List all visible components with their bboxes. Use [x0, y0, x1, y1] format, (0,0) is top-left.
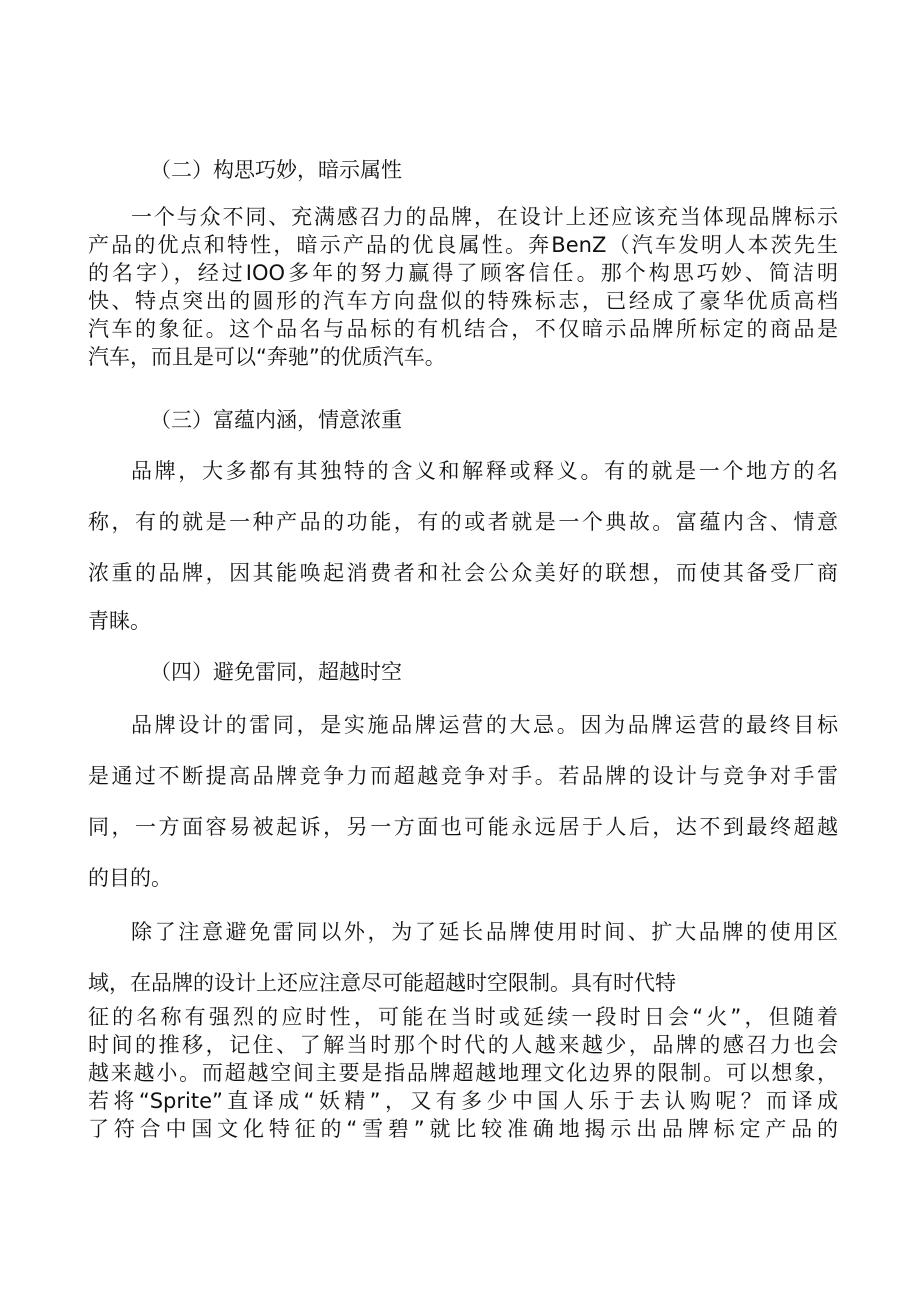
paragraph-line: 越来越小。而超越空间主要是指品牌超越地理文化边界的限制。可以想象， — [88, 1061, 838, 1085]
paragraph-line: 品牌设计的雷同，是实施品牌运营的大忌。因为品牌运营的最终目标 — [131, 713, 838, 737]
paragraph-line: 同，一方面容易被起诉，另一方面也可能永远居于人后，达不到最终超越 — [88, 815, 838, 839]
paragraph-line: 的名字），经过IOO多年的努力赢得了顾客信任。那个构思巧妙、简洁明 — [88, 261, 838, 285]
paragraph-line: 青睐。 — [88, 609, 151, 633]
paragraph-line: 征的名称有强烈的应时性，可能在当时或延续一段时日会“火”，但随着 — [88, 1005, 838, 1029]
paragraph-line: 域，在品牌的设计上还应注意尽可能超越时空限制。具有时代特 — [88, 971, 676, 995]
paragraph-line: 了符合中国文化特征的“雪碧”就比较准确地揭示出品牌标定产品的 — [88, 1117, 838, 1141]
paragraph-line: 汽车，而且是可以“奔驰”的优质汽车。 — [88, 345, 446, 369]
section-heading-4: （四）避免雷同，超越时空 — [150, 660, 402, 684]
section-heading-3: （三）富蕴内涵，情意浓重 — [150, 408, 402, 432]
paragraph-line: 是通过不断提高品牌竞争力而超越竞争对手。若品牌的设计与竞争对手雷 — [88, 764, 838, 788]
paragraph-line: 时间的推移，记住、了解当时那个时代的人越来越少，品牌的感召力也会 — [88, 1033, 838, 1057]
paragraph-line: 称，有的就是一种产品的功能，有的或者就是一个典故。富蕴内含、情意 — [88, 510, 838, 534]
paragraph-line: 品牌，大多都有其独特的含义和解释或释义。有的就是一个地方的名 — [131, 459, 838, 483]
paragraph-line: 若将“Sprite”直译成“妖精”，又有多少中国人乐于去认购呢？而译成 — [88, 1089, 838, 1113]
paragraph-line: 快、特点突出的圆形的汽车方向盘似的特殊标志，已经成了豪华优质高档 — [88, 289, 838, 313]
paragraph-line: 汽车的象征。这个品名与品标的有机结合，不仅暗示品牌所标定的商品是 — [88, 317, 838, 341]
paragraph-line: 的目的。 — [88, 866, 172, 890]
section-heading-2: （二）构思巧妙，暗示属性 — [150, 158, 402, 182]
paragraph-line: 浓重的品牌，因其能唤起消费者和社会公众美好的联想，而使其备受厂商 — [88, 561, 838, 585]
paragraph-line: 除了注意避免雷同以外，为了延长品牌使用时间、扩大品牌的使用区 — [131, 920, 838, 944]
paragraph-line: 一个与众不同、充满感召力的品牌，在设计上还应该充当体现品牌标示 — [131, 205, 838, 229]
paragraph-line: 产品的优点和特性，暗示产品的优良属性。奔BenZ（汽车发明人本茨先生 — [88, 233, 838, 257]
